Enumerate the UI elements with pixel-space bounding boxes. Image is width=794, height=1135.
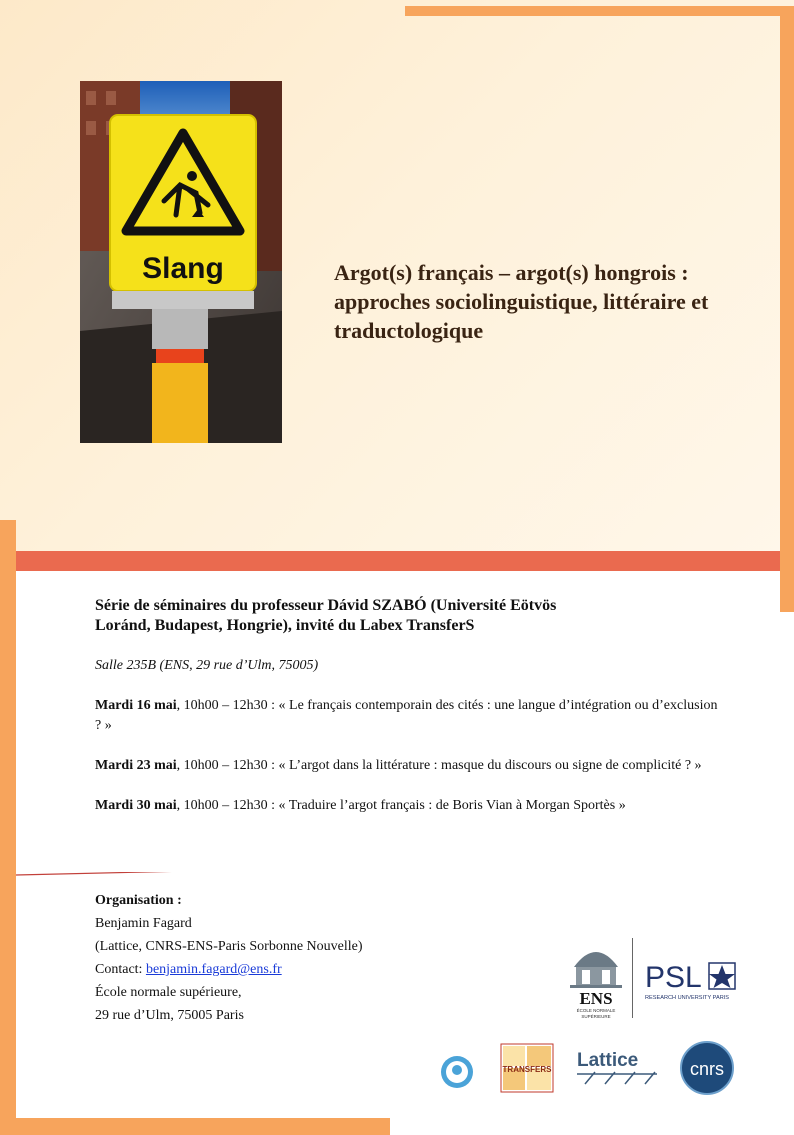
partner-logos [435,1038,745,1098]
decorative-bar-bottom [0,1118,390,1135]
headline-line: Loránd, Budapest, Hongrie), invité du Labex TransferS [95,617,475,634]
psl-logo [645,955,745,1005]
venue: Salle 235B (ENS, 29 rue d’Ulm, 75005) [95,658,319,673]
university-seal-logo [441,1056,473,1088]
contact-line [95,958,455,981]
session-date: Mardi 30 mai [95,798,177,813]
ens-logo-sub: ÉCOLE NORMALE [576,1008,616,1013]
seminar-headline [95,596,725,636]
ens-logo [560,935,632,1020]
title-line: approches sociolinguistique, littéraire et [334,289,709,314]
diagonal-divider-line [16,872,794,878]
contact-label: Contact: [95,962,146,977]
cnrs-logo [681,1042,733,1094]
session-text: , 10h00 – 12h30 : « Traduire l’argot français : de Boris Vian à Morgan Sportès » [176,798,626,813]
transfers-logo-text: TRANSFERS [502,1065,552,1074]
slang-sign-photo [80,81,282,443]
session-item [95,756,725,776]
organiser-name: Benjamin Fagard [95,916,192,931]
seminar-details [95,596,725,816]
decorative-bar-top [405,6,794,16]
email-link[interactable]: benjamin.fagard@ens.fr [145,962,282,977]
headline-line: Série de séminaires du professeur Dávid SZABÓ (Université Eötvös [95,597,557,614]
session-text: , 10h00 – 12h30 : « L’argot dans la littérature : masque du discours ou signe de complicité ? » [176,758,702,773]
organisation-block [95,889,455,1027]
school-address: 29 rue d’Ulm, 75005 Paris [95,1008,244,1023]
red-separator-band [16,551,780,571]
psl-logo-sub: RESEARCH UNIVERSITY PARIS [645,995,730,1001]
decorative-bar-left [0,520,16,1135]
organisation-label: Organisation : [95,893,182,908]
title-line: traductologique [334,318,484,343]
sign-text: Slang [142,252,224,285]
session-date: Mardi 16 mai [95,698,177,713]
transfers-logo [501,1044,553,1092]
lattice-logo [577,1050,657,1084]
title-line: Argot(s) français – argot(s) hongrois : [334,260,689,285]
session-date: Mardi 23 mai [95,758,177,773]
session-item [95,696,725,736]
organiser-affiliation: (Lattice, CNRS-ENS-Paris Sorbonne Nouvelle) [95,939,363,954]
school-name: École normale supérieure, [95,985,242,1000]
session-item [95,796,725,816]
ens-logo-sub: SUPÉRIEURE [581,1014,611,1019]
cnrs-logo-text: cnrs [689,1059,725,1079]
psl-logo-text: PSL [645,961,702,994]
event-title [334,258,764,345]
ens-logo-text: ENS [579,989,613,1008]
lattice-logo-text: Lattice [577,1050,639,1071]
decorative-bar-right [780,6,794,612]
session-text: , 10h00 – 12h30 : « Le français contemporain des cités : une langue d’intégration ou d’exclusion ? » [95,698,718,733]
logo-separator [632,938,633,1018]
